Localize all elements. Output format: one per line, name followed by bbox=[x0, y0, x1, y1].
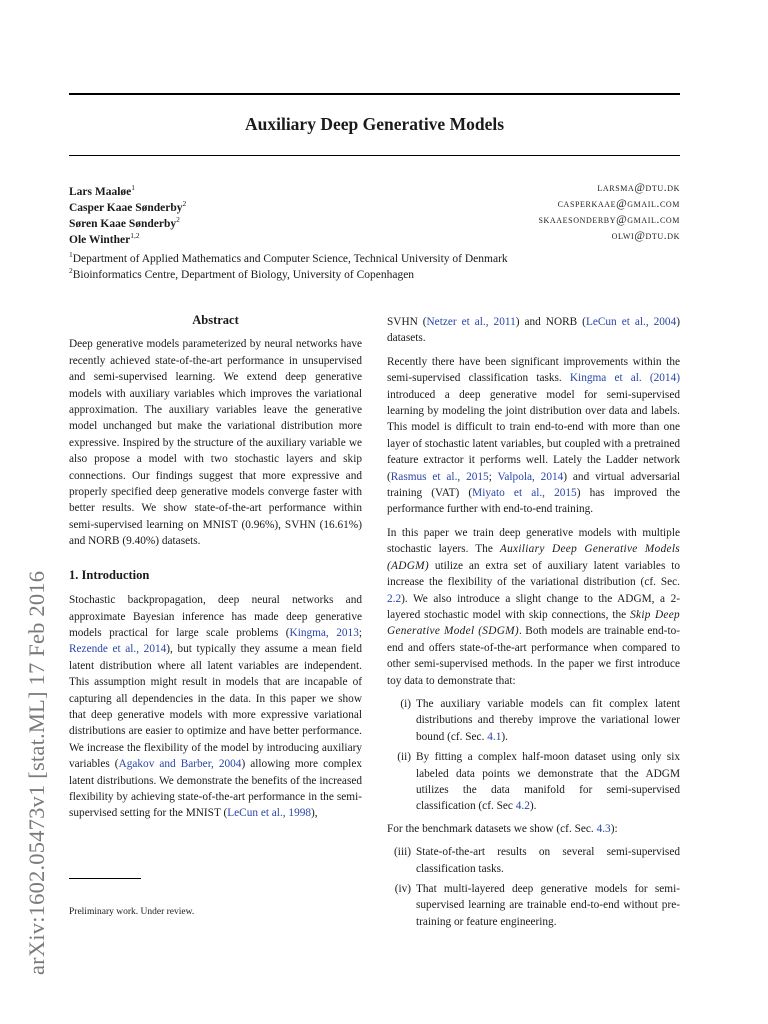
body-paragraph: In this paper we train deep generative models with multiple stochastic layers. The Auxiliary Deep Generative Models (ADGM) utilize an extra set of auxiliary latent variables to increase the flexibility of the variational distribution (cf. Sec. 2.2). We also introduce a slight change to the ADGM, a 2-layered stochastic model with skip connections, the Skip Deep Generative Model (SDGM). Both models are trainable end-to-end and offers state-of-the-art performance when compared to other semi-supervised methods. In the paper we first introduce toy data to demonstrate that: bbox=[387, 526, 680, 687]
author-email: skaaesonderby@gmail.com bbox=[538, 214, 680, 226]
author-row bbox=[69, 180, 680, 196]
citation-link[interactable]: Netzer et al., 2011 bbox=[426, 316, 516, 328]
citation-link[interactable]: Miyato et al., 2015 bbox=[472, 487, 577, 500]
citation-link[interactable]: LeCun et al., 2004 bbox=[585, 316, 677, 328]
author-row bbox=[69, 228, 680, 244]
list-item: (iii) State-of-the-art results on several semi-supervised classification tasks. bbox=[394, 846, 680, 875]
author-email: larsma@dtu.dk bbox=[597, 182, 680, 194]
intro-paragraph: Stochastic backpropagation, deep neural networks and approximate Bayesian inference has made deep generative models practical for large scale problems (Kingma, 2013; Rezende et al., 2014), but typically they assume a mean field latent distribution where all latent variables are independent. This assumption might result in models that are incapable of capturing all dependencies in the data. In this paper we show that deep generative models with more expressive variational distributions are easier to optimize and have better performance. We increase the flexibility of the model by introducing auxiliary variables (Agakov and Barber, 2004) allowing more complex latent distributions. We demonstrate the benefits of the increased flexibility by achieving state-of-the-art performance in the semi-supervised setting for the MNIST (LeCun et al., 1998), bbox=[69, 594, 362, 820]
section-link[interactable]: 4.1 bbox=[487, 730, 502, 743]
author-email: olwi@dtu.dk bbox=[611, 230, 680, 242]
author-row bbox=[69, 212, 680, 228]
title-rule-bottom bbox=[69, 155, 680, 156]
citation-link[interactable]: Kingma, 2013 bbox=[289, 626, 359, 639]
contribution-list bbox=[387, 696, 680, 815]
abstract-heading: Abstract bbox=[192, 313, 239, 327]
body-paragraph: Recently there have been significant improvements within the semi-supervised classification tasks. Kingma et al. (2014) introduced a deep generative model for semi-supervised learning by modeling the joint distribution over data and labels. This model is difficult to train end-to-end with more than one layer of stochastic latent variables, but coupled with a pretrained feature extractor it performs well. Lately the Ladder network (Rasmus et al., 2015; Valpola, 2014) and virtual adversarial training (VAT) (Miyato et al., 2015) has improved the performance further with end-to-end training. bbox=[387, 355, 680, 516]
footnote-rule bbox=[69, 878, 141, 879]
author-block bbox=[69, 180, 680, 244]
list-item: (ii) By fitting a complex half-moon dataset using only six labeled data points we demonstrate that the ADGM utilizes the data manifold for semi-supervised classification (cf. Sec 4.2). bbox=[397, 751, 680, 813]
section-link[interactable]: 4.3 bbox=[596, 822, 611, 835]
citation-link[interactable]: Rasmus et al., 2015 bbox=[390, 470, 489, 483]
list-item: (iv) That multi-layered deep generative models for semi-supervised learning are trainable end-to-end without pre-training or feature engineering. bbox=[394, 883, 680, 928]
model-name-sdgm: Skip Deep Generative Model (SDGM) bbox=[387, 608, 680, 638]
citation-link[interactable]: Valpola, 2014 bbox=[497, 470, 564, 483]
footnote: Preliminary work. Under review. bbox=[69, 907, 195, 917]
author-name: Søren Kaae Sønderby$^2$ bbox=[69, 215, 180, 230]
section-link[interactable]: 4.2 bbox=[515, 800, 530, 813]
body-paragraph: For the benchmark datasets we show (cf. Sec. 4.3): bbox=[387, 822, 618, 835]
section-link[interactable]: 2.2 bbox=[387, 592, 402, 605]
author-name: Ole Winther$^{1,2}$ bbox=[69, 231, 140, 246]
body-paragraph: SVHN (Netzer et al., 2011) and NORB (LeCun et al., 2004) datasets. bbox=[387, 316, 680, 345]
citation-link[interactable]: Agakov and Barber, 2004 bbox=[118, 758, 242, 771]
citation-link[interactable]: LeCun et al., 1998 bbox=[227, 807, 312, 820]
right-column bbox=[387, 314, 680, 936]
citation-link[interactable]: Rezende et al., 2014 bbox=[69, 643, 167, 656]
author-email: casperkaae@gmail.com bbox=[557, 198, 680, 210]
affiliation: $^1$Department of Applied Mathematics and Computer Science, Technical University of Denmark bbox=[69, 250, 508, 265]
model-name-adgm: Auxiliary Deep Generative Models (ADGM) bbox=[387, 543, 680, 572]
arxiv-side-stamp: arXiv:1602.05473v1 [stat.ML] 17 Feb 2016 bbox=[24, 570, 49, 975]
section-heading-introduction: 1. Introduction bbox=[69, 567, 150, 582]
left-column bbox=[69, 312, 362, 829]
abstract-text: Deep generative models parameterized by neural networks have recently achieved state-of-the-art performance in unsupervised and semi-supervised learning. We extend deep generative models with auxiliary variables which improves the variational approximation. The auxiliary variables leave the generative model unchanged but make the variational distribution more expressive. Inspired by the structure of the auxiliary variable we also propose a model with two stochastic layers and skip connections. Our findings suggest that more expressive and properly specified deep generative models converge faster with better results. We show state-of-the-art performance within semi-supervised learning on MNIST (0.96%), SVHN (16.61%) and NORB (9.40%) datasets. bbox=[69, 338, 362, 548]
paper-title: Auxiliary Deep Generative Models bbox=[244, 114, 505, 134]
benchmark-list bbox=[387, 844, 680, 930]
citation-link[interactable]: Kingma et al. (2014) bbox=[569, 372, 680, 385]
affiliation: $^2$Bioinformatics Centre, Department of Biology, University of Copenhagen bbox=[69, 266, 415, 281]
author-name: Lars Maaløe$^1$ bbox=[69, 183, 136, 198]
affiliation-block bbox=[69, 247, 680, 279]
author-row bbox=[69, 196, 680, 212]
title-rule-top bbox=[69, 93, 680, 95]
list-item: (i) The auxiliary variable models can fit complex latent distributions and thereby improve the variational lower bound (cf. Sec. 4.1). bbox=[400, 697, 680, 743]
author-name: Casper Kaae Sønderby$^2$ bbox=[69, 199, 187, 214]
